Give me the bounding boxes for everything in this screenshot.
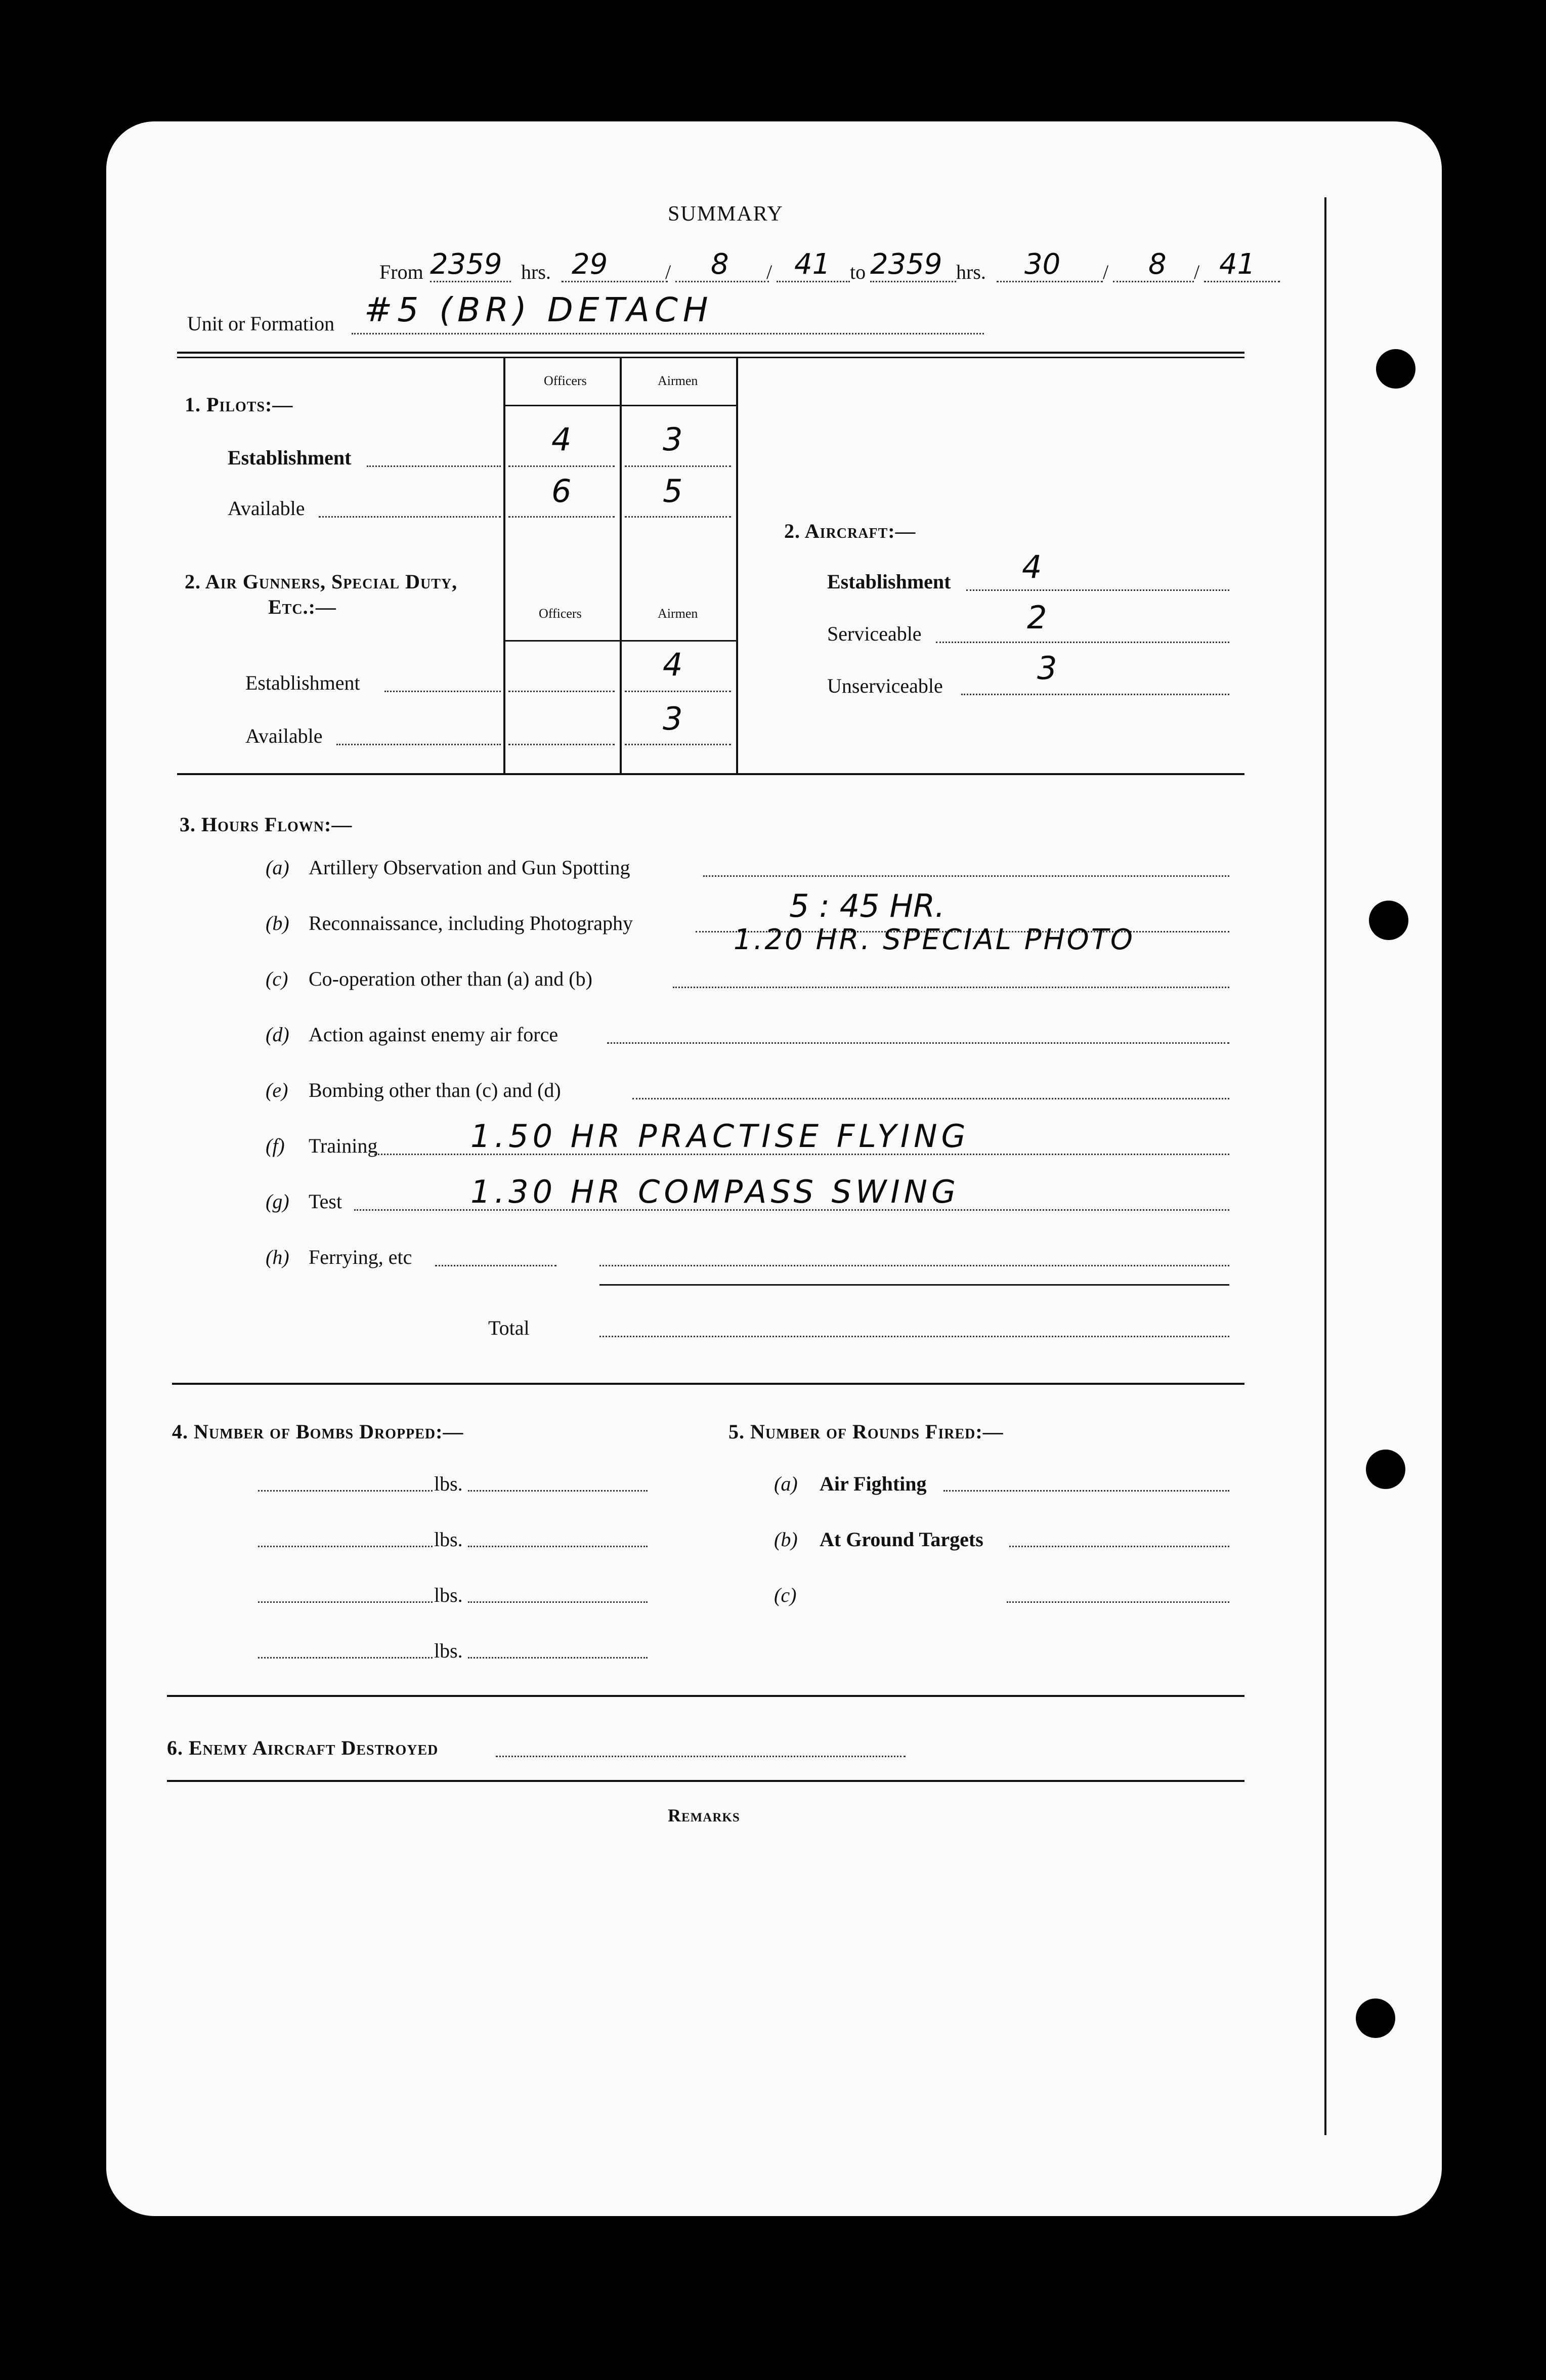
pilots-heading: 1. Pilots:— <box>185 393 293 416</box>
separator: / <box>1194 261 1200 283</box>
rounds-a-label: Air Fighting <box>820 1472 927 1495</box>
hours-b-label: Reconnaissance, including Photography <box>309 912 633 934</box>
gunners-heading: 2. Air Gunners, Special Duty, <box>185 570 458 593</box>
aircraft-unserviceable-label: Unserviceable <box>827 674 943 697</box>
hours-d-letter: (d) <box>266 1023 289 1046</box>
hours-g-label: Test <box>309 1190 342 1213</box>
gunners-available-label: Available <box>245 725 323 747</box>
hours-h-letter: (h) <box>266 1246 289 1268</box>
pilots-establishment-label: Establishment <box>228 446 352 469</box>
punch-hole <box>1369 901 1408 940</box>
hours-g-letter: (g) <box>266 1190 289 1213</box>
bombs-lbs-2: lbs. <box>434 1528 463 1551</box>
bombs-lbs-1: lbs. <box>434 1472 463 1495</box>
gunners-establishment-airmen: 4 <box>663 646 683 683</box>
to-month-value: 8 <box>1148 248 1167 281</box>
hrs-label: hrs. <box>956 261 986 283</box>
hours-e-label: Bombing other than (c) and (d) <box>309 1079 561 1101</box>
aircraft-establishment-value: 4 <box>1022 548 1042 585</box>
separator: / <box>665 261 671 283</box>
gunners-col-airmen: Airmen <box>658 606 698 621</box>
hours-a-label: Artillery Observation and Gun Spotting <box>309 856 630 879</box>
to-label: to <box>850 261 866 283</box>
rounds-c-letter: (c) <box>774 1584 797 1606</box>
gunners-establishment-label: Establishment <box>245 671 360 694</box>
from-year-value: 41 <box>794 248 831 281</box>
pilots-col-officers: Officers <box>544 373 587 388</box>
hours-total-label: Total <box>488 1316 530 1339</box>
pilots-col-airmen: Airmen <box>658 373 698 388</box>
punch-hole <box>1366 1450 1405 1489</box>
gunners-col-officers: Officers <box>539 606 582 621</box>
margin-line <box>1324 197 1326 2135</box>
hours-h-label: Ferrying, etc <box>309 1246 412 1268</box>
gunners-available-airmen: 3 <box>663 700 683 737</box>
from-month-value: 8 <box>711 248 729 281</box>
hours-b-value: 5 : 45 HR. <box>789 887 945 924</box>
rounds-b-label: At Ground Targets <box>820 1528 983 1551</box>
hours-g-value: 1.30 HR COMPASS SWING <box>470 1173 960 1210</box>
aircraft-serviceable-label: Serviceable <box>827 622 922 645</box>
pilots-establishment-officers: 4 <box>551 421 572 458</box>
hours-a-letter: (a) <box>266 856 289 879</box>
hrs-label: hrs. <box>521 261 551 283</box>
separator: / <box>766 261 772 283</box>
hours-e-letter: (e) <box>266 1079 288 1101</box>
enemy-aircraft-label: 6. Enemy Aircraft Destroyed <box>167 1736 439 1759</box>
hours-heading: 3. Hours Flown:— <box>180 813 353 836</box>
aircraft-heading: 2. Aircraft:— <box>784 520 916 542</box>
aircraft-establishment-label: Establishment <box>827 570 951 593</box>
hours-b-value-2: 1.20 HR. SPECIAL PHOTO <box>734 923 1135 956</box>
bombs-lbs-3: lbs. <box>434 1584 463 1606</box>
gunners-heading-2: Etc.:— <box>268 596 336 618</box>
remarks-label: Remarks <box>668 1805 740 1825</box>
form-sheet <box>106 121 1442 2216</box>
hours-b-letter: (b) <box>266 912 289 934</box>
bombs-lbs-4: lbs. <box>434 1639 463 1662</box>
hours-d-label: Action against enemy air force <box>309 1023 559 1046</box>
pilots-establishment-airmen: 3 <box>663 421 683 458</box>
unit-label: Unit or Formation <box>187 312 335 335</box>
separator: / <box>1103 261 1109 283</box>
from-label: From <box>379 261 423 283</box>
to-time-value: 2359 <box>870 248 942 281</box>
to-day-value: 30 <box>1024 248 1061 281</box>
bombs-heading: 4. Number of Bombs Dropped:— <box>172 1420 464 1443</box>
rounds-b-letter: (b) <box>774 1528 798 1551</box>
page-title: SUMMARY <box>668 202 784 226</box>
hours-f-label: Training <box>309 1134 378 1157</box>
to-year-value: 41 <box>1219 248 1256 281</box>
hours-c-letter: (c) <box>266 967 288 990</box>
punch-hole <box>1376 349 1415 389</box>
unit-value: #5 (BR) DETACH <box>364 290 713 329</box>
hours-f-letter: (f) <box>266 1134 285 1157</box>
hours-f-value: 1.50 HR PRACTISE FLYING <box>470 1118 970 1155</box>
rounds-heading: 5. Number of Rounds Fired:— <box>728 1420 1004 1443</box>
pilots-available-label: Available <box>228 497 305 520</box>
punch-hole <box>1356 1999 1395 2038</box>
rounds-a-letter: (a) <box>774 1472 798 1495</box>
pilots-available-officers: 6 <box>551 473 572 509</box>
from-time-value: 2359 <box>430 248 502 281</box>
hours-c-label: Co-operation other than (a) and (b) <box>309 967 592 990</box>
from-day-value: 29 <box>572 248 608 281</box>
aircraft-serviceable-value: 2 <box>1027 599 1047 636</box>
aircraft-unserviceable-value: 3 <box>1037 650 1057 687</box>
pilots-available-airmen: 5 <box>663 473 683 509</box>
